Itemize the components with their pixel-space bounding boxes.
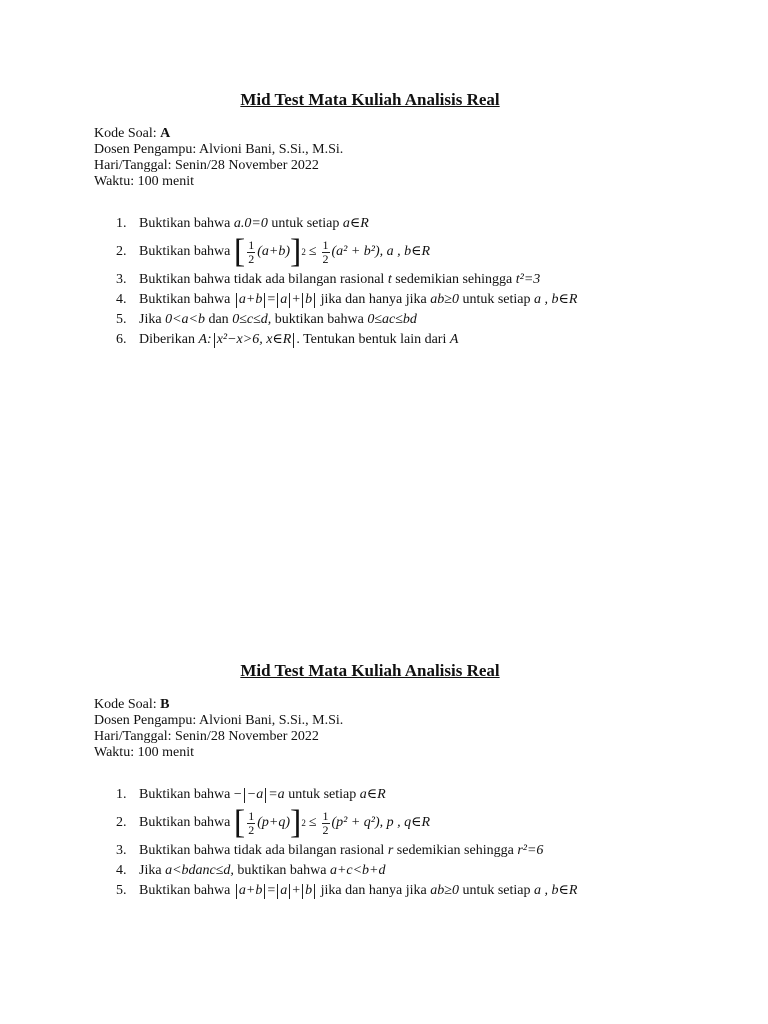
lecturer: Dosen Pengampu: Alvioni Bani, S.Si., M.Si. [94,713,344,728]
lecturer: Dosen Pengampu: Alvioni Bani, S.Si., M.Si. [94,142,344,157]
question-code: Kode Soal: B [94,697,170,712]
exam-section-a [94,90,674,350]
question-item: 3. Buktikan bahwa tidak ada bilangan rasional t sedemikian sehingga t²=3 [116,272,541,287]
question-item: 1. Buktikan bahwa − −a =a untuk setiap a∈R [116,787,386,802]
question-item: 1. Buktikan bahwa a.0=0 untuk setiap a∈R [116,216,369,231]
exam-title: Mid Test Mata Kuliah Analisis Real [240,661,500,680]
question-list [94,214,674,350]
exam-section-b [94,661,674,901]
question-item: 2. Buktikan bahwa [ $\frac{1}{2}$ (p+q) ] 2 ≤ $\frac{1}{2}$ (p² + q²), p , q∈R [116,804,431,841]
question-code: Kode Soal: A [94,126,171,141]
question-item: 3. Buktikan bahwa tidak ada bilangan rasional r sedemikian sehingga r²=6 [116,843,544,858]
exam-duration: Waktu: 100 menit [94,174,194,189]
question-item: 5. Buktikan bahwa a+b = a + b jika dan hanya jika ab≥0 untuk setiap a , b∈R [116,883,578,898]
question-item: 6. Diberikan A: x²−x>6, x∈R . Tentukan bentuk lain dari A [116,332,459,347]
exam-title: Mid Test Mata Kuliah Analisis Real [240,90,500,109]
question-list [94,785,674,901]
question-item: 4. Buktikan bahwa a+b = a + b jika dan hanya jika ab≥0 untuk setiap a , b∈R [116,292,578,307]
question-item: 5. Jika 0<a<b dan 0≤c≤d, buktikan bahwa 0≤ac≤bd [116,312,417,327]
exam-date: Hari/Tanggal: Senin/28 November 2022 [94,729,319,744]
exam-meta [94,126,674,190]
question-item: 4. Jika a<bdanc≤d, buktikan bahwa a+c<b+d [116,863,386,878]
question-item: 2. Buktikan bahwa [ $\frac{1}{2}$ (a+b) ] 2 ≤ $\frac{1}{2}$ (a² + b²), a , b∈R [116,233,431,270]
exam-date: Hari/Tanggal: Senin/28 November 2022 [94,158,319,173]
exam-duration: Waktu: 100 menit [94,745,194,760]
exam-meta [94,697,674,761]
